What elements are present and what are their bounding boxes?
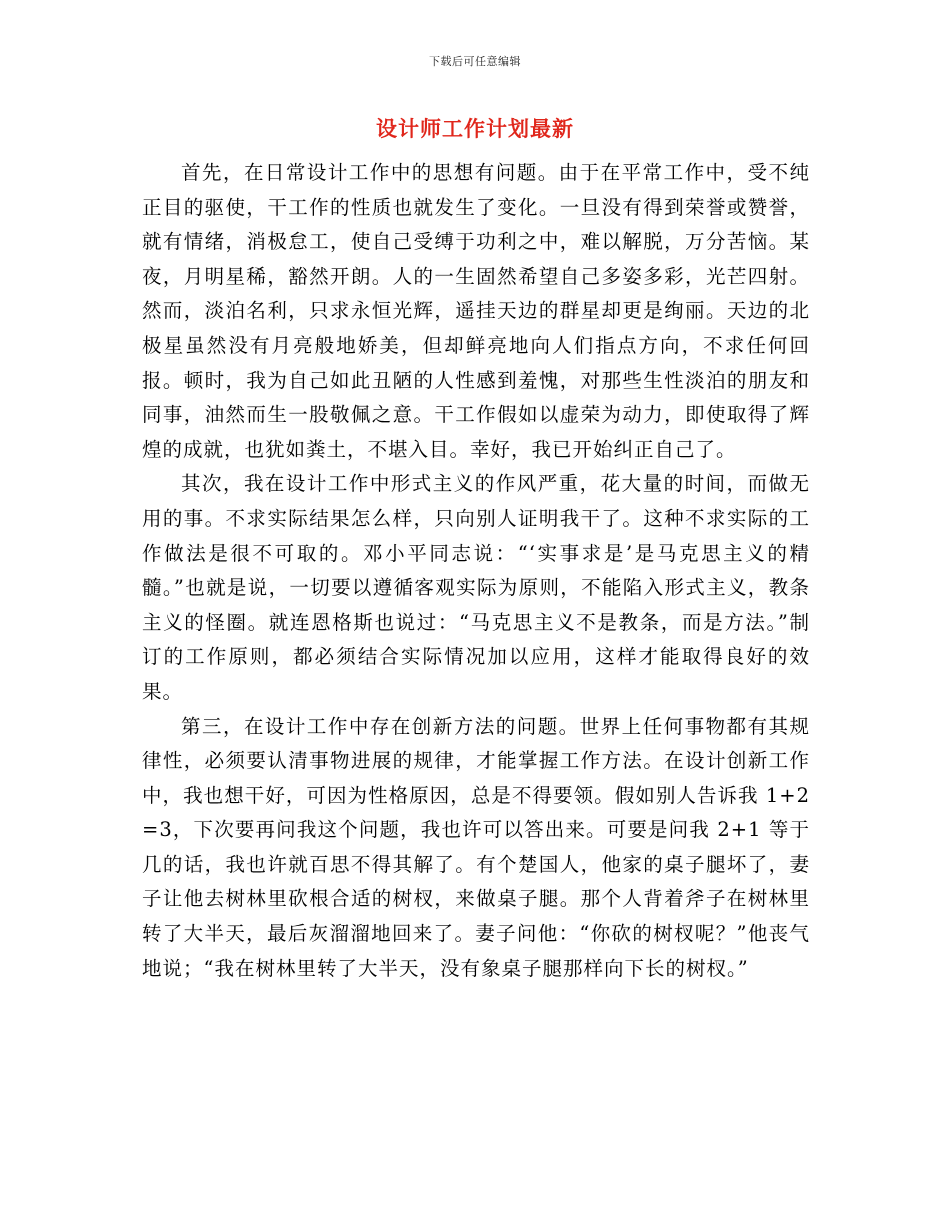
document-body — [142, 156, 810, 986]
header-note: 下载后可任意编辑 — [429, 55, 521, 68]
paragraph-2: 其次，我在设计工作中形式主义的作风严重，花大量的时间，而做无用的事。不求实际结果怎么样，只向别人证明我干了。这种不求实际的工作做法是很不可取的。邓小平同志说：“‘实事求是’是马克思主义的精髓。”也就是说，一切要以遵循客观实际为原则，不能陷入形式主义，教条主义的怪圈。就连恩格斯也说过：“马克思主义不是教条，而是方法。”制订的工作原则，都必须结合实际情况加以应用，这样才能取得良好的效果。 — [142, 472, 810, 703]
document-title: 设计师工作计划最新 — [376, 117, 574, 141]
paragraph-3: 第三，在设计工作中存在创新方法的问题。世界上任何事物都有其规律性，必须要认清事物进展的规律，才能掌握工作方法。在设计创新工作中，我也想干好，可因为性格原因，总是不得要领。假如别人告诉我 1+2=3，下次要再问我这个问题，我也许可以答出来。可要是问我 2+1 等于几的话，我也许就百思不得其解了。有个楚国人，他家的桌子腿坏了，妻子让他去树林里砍根合适的树杈，来做桌子腿。那个人背着斧子在树林里转了大半天，最后灰溜溜地回来了。妻子问他：“你砍的树杈呢？”他丧气地说；“我在树林里转了大半天，没有象桌子腿那样向下长的树杈。” — [142, 714, 810, 980]
paragraph-1: 首先，在日常设计工作中的思想有问题。由于在平常工作中，受不纯正目的驱使，干工作的性质也就发生了变化。一旦没有得到荣誉或赞誉，就有情绪，消极怠工，使自己受缚于功利之中，难以解脱，万分苦恼。某夜，月明星稀，豁然开朗。人的一生固然希望自己多姿多彩，光芒四射。然而，淡泊名利，只求永恒光辉，遥挂天边的群星却更是绚丽。天边的北极星虽然没有月亮般地娇美，但却鲜亮地向人们指点方向，不求任何回报。顿时，我为自己如此丑陋的人性感到羞愧，对那些生性淡泊的朋友和同事，油然而生一股敬佩之意。干工作假如以虚荣为动力，即使取得了辉煌的成就，也犹如粪土，不堪入目。幸好，我已开始纠正自己了。 — [142, 161, 810, 461]
